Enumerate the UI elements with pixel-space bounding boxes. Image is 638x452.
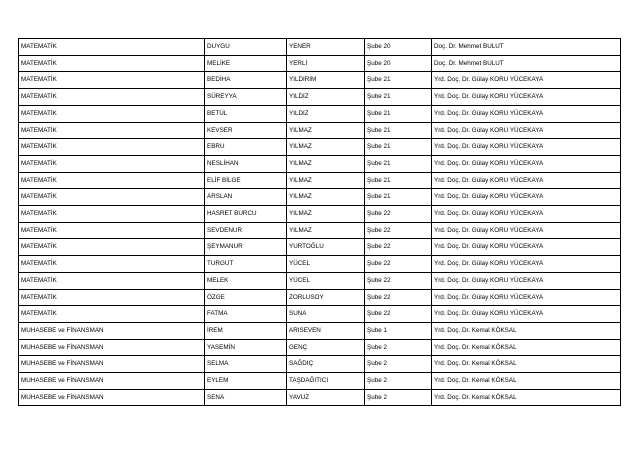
first-name-cell: MELİKE — [205, 55, 287, 72]
table-row — [19, 55, 621, 72]
section-cell: Şube 22 — [365, 222, 432, 239]
last-name-cell: YILDIZ — [287, 89, 365, 106]
table-row — [19, 356, 621, 373]
department-cell: MATEMATİK — [19, 306, 205, 323]
section-cell: Şube 20 — [365, 39, 432, 56]
last-name-cell: YENER — [287, 39, 365, 56]
advisor-cell: Yrd. Doç. Dr. Kemal KÖKSAL — [432, 322, 621, 339]
department-cell: MATEMATİK — [19, 239, 205, 256]
section-cell: Şube 21 — [365, 139, 432, 156]
advisor-cell: Yrd. Doç. Dr. Gülay KORU YÜCEKAYA — [432, 122, 621, 139]
table-row — [19, 239, 621, 256]
last-name-cell: YAVUZ — [287, 389, 365, 406]
first-name-cell: KEVSER — [205, 122, 287, 139]
first-name-cell: HASRET BURCU — [205, 206, 287, 223]
table-row — [19, 206, 621, 223]
first-name-cell: TURGUT — [205, 256, 287, 273]
advisor-cell: Yrd. Doç. Dr. Kemal KÖKSAL — [432, 373, 621, 390]
table-row — [19, 373, 621, 390]
advisor-cell: Doç. Dr. Mehmet BULUT — [432, 55, 621, 72]
advisor-cell: Yrd. Doç. Dr. Gülay KORU YÜCEKAYA — [432, 89, 621, 106]
last-name-cell: YILMAZ — [287, 189, 365, 206]
section-cell: Şube 22 — [365, 306, 432, 323]
last-name-cell: GENÇ — [287, 339, 365, 356]
last-name-cell: YILDIRIM — [287, 72, 365, 89]
last-name-cell: ZORLUSOY — [287, 289, 365, 306]
department-cell: MATEMATİK — [19, 206, 205, 223]
advisor-cell: Doç. Dr. Mehmet BULUT — [432, 39, 621, 56]
first-name-cell: ÖZGE — [205, 289, 287, 306]
first-name-cell: SEVDENUR — [205, 222, 287, 239]
department-cell: MATEMATİK — [19, 122, 205, 139]
last-name-cell: YILMAZ — [287, 206, 365, 223]
advisor-cell: Yrd. Doç. Dr. Kemal KÖKSAL — [432, 389, 621, 406]
first-name-cell: SELMA — [205, 356, 287, 373]
section-cell: Şube 21 — [365, 189, 432, 206]
first-name-cell: ARSLAN — [205, 189, 287, 206]
advisor-cell: Yrd. Doç. Dr. Gülay KORU YÜCEKAYA — [432, 306, 621, 323]
department-cell: MUHASEBE ve FİNANSMAN — [19, 373, 205, 390]
department-cell: MATEMATİK — [19, 139, 205, 156]
section-cell: Şube 21 — [365, 89, 432, 106]
section-cell: Şube 2 — [365, 389, 432, 406]
advisor-cell: Yrd. Doç. Dr. Gülay KORU YÜCEKAYA — [432, 222, 621, 239]
first-name-cell: SÜREYYA — [205, 89, 287, 106]
department-cell: MATEMATİK — [19, 172, 205, 189]
department-cell: MATEMATİK — [19, 289, 205, 306]
table-row — [19, 172, 621, 189]
table-row — [19, 105, 621, 122]
department-cell: MATEMATİK — [19, 55, 205, 72]
last-name-cell: ARISEVEN — [287, 322, 365, 339]
table-row — [19, 72, 621, 89]
table-row — [19, 89, 621, 106]
first-name-cell: İREM — [205, 322, 287, 339]
table-row — [19, 322, 621, 339]
table-row — [19, 306, 621, 323]
last-name-cell: YÜCEL — [287, 272, 365, 289]
first-name-cell: SENA — [205, 389, 287, 406]
first-name-cell: YASEMİN — [205, 339, 287, 356]
department-cell: MATEMATİK — [19, 272, 205, 289]
table-row — [19, 222, 621, 239]
first-name-cell: BETÜL — [205, 105, 287, 122]
section-cell: Şube 2 — [365, 373, 432, 390]
table-row — [19, 155, 621, 172]
section-cell: Şube 21 — [365, 172, 432, 189]
section-cell: Şube 21 — [365, 122, 432, 139]
department-cell: MATEMATİK — [19, 256, 205, 273]
department-cell: MATEMATİK — [19, 39, 205, 56]
advisor-cell: Yrd. Doç. Dr. Gülay KORU YÜCEKAYA — [432, 172, 621, 189]
table-row — [19, 189, 621, 206]
advisor-cell: Yrd. Doç. Dr. Gülay KORU YÜCEKAYA — [432, 72, 621, 89]
advisor-cell: Yrd. Doç. Dr. Gülay KORU YÜCEKAYA — [432, 189, 621, 206]
first-name-cell: MELEK — [205, 272, 287, 289]
table-body — [19, 39, 621, 406]
first-name-cell: ELİF BİLGE — [205, 172, 287, 189]
first-name-cell: NESLİHAN — [205, 155, 287, 172]
table-row — [19, 272, 621, 289]
advisor-cell: Yrd. Doç. Dr. Kemal KÖKSAL — [432, 356, 621, 373]
department-cell: MATEMATİK — [19, 222, 205, 239]
advisor-cell: Yrd. Doç. Dr. Kemal KÖKSAL — [432, 339, 621, 356]
department-cell: MUHASEBE ve FİNANSMAN — [19, 339, 205, 356]
table-row — [19, 289, 621, 306]
table-row — [19, 389, 621, 406]
first-name-cell: FATMA — [205, 306, 287, 323]
last-name-cell: YILMAZ — [287, 122, 365, 139]
section-cell: Şube 21 — [365, 155, 432, 172]
section-cell: Şube 22 — [365, 272, 432, 289]
department-cell: MATEMATİK — [19, 105, 205, 122]
last-name-cell: YILMAZ — [287, 172, 365, 189]
table-row — [19, 39, 621, 56]
section-cell: Şube 2 — [365, 356, 432, 373]
last-name-cell: SUNA — [287, 306, 365, 323]
section-cell: Şube 22 — [365, 239, 432, 256]
last-name-cell: SAĞDIÇ — [287, 356, 365, 373]
section-cell: Şube 21 — [365, 105, 432, 122]
advisor-cell: Yrd. Doç. Dr. Gülay KORU YÜCEKAYA — [432, 272, 621, 289]
section-cell: Şube 1 — [365, 322, 432, 339]
last-name-cell: YERLİ — [287, 55, 365, 72]
advisor-cell: Yrd. Doç. Dr. Gülay KORU YÜCEKAYA — [432, 239, 621, 256]
first-name-cell: EBRU — [205, 139, 287, 156]
first-name-cell: EYLEM — [205, 373, 287, 390]
last-name-cell: YILMAZ — [287, 155, 365, 172]
department-cell: MATEMATİK — [19, 72, 205, 89]
department-cell: MUHASEBE ve FİNANSMAN — [19, 389, 205, 406]
last-name-cell: YURTOĞLU — [287, 239, 365, 256]
document-page — [18, 38, 620, 406]
section-cell: Şube 20 — [365, 55, 432, 72]
department-cell: MATEMATİK — [19, 189, 205, 206]
first-name-cell: BEDİHA — [205, 72, 287, 89]
advisor-cell: Yrd. Doç. Dr. Gülay KORU YÜCEKAYA — [432, 206, 621, 223]
department-cell: MUHASEBE ve FİNANSMAN — [19, 356, 205, 373]
department-cell: MUHASEBE ve FİNANSMAN — [19, 322, 205, 339]
department-cell: MATEMATİK — [19, 155, 205, 172]
section-cell: Şube 22 — [365, 206, 432, 223]
table-row — [19, 339, 621, 356]
student-table — [18, 38, 621, 406]
last-name-cell: YILDIZ — [287, 105, 365, 122]
section-cell: Şube 22 — [365, 289, 432, 306]
advisor-cell: Yrd. Doç. Dr. Gülay KORU YÜCEKAYA — [432, 289, 621, 306]
last-name-cell: YILMAZ — [287, 139, 365, 156]
advisor-cell: Yrd. Doç. Dr. Gülay KORU YÜCEKAYA — [432, 155, 621, 172]
last-name-cell: TAŞDAĞITICI — [287, 373, 365, 390]
table-row — [19, 122, 621, 139]
last-name-cell: YILMAZ — [287, 222, 365, 239]
section-cell: Şube 21 — [365, 72, 432, 89]
first-name-cell: ŞEYMANUR — [205, 239, 287, 256]
advisor-cell: Yrd. Doç. Dr. Gülay KORU YÜCEKAYA — [432, 139, 621, 156]
section-cell: Şube 2 — [365, 339, 432, 356]
advisor-cell: Yrd. Doç. Dr. Gülay KORU YÜCEKAYA — [432, 256, 621, 273]
first-name-cell: DUYGU — [205, 39, 287, 56]
table-row — [19, 256, 621, 273]
department-cell: MATEMATİK — [19, 89, 205, 106]
advisor-cell: Yrd. Doç. Dr. Gülay KORU YÜCEKAYA — [432, 105, 621, 122]
last-name-cell: YÜCEL — [287, 256, 365, 273]
table-row — [19, 139, 621, 156]
section-cell: Şube 22 — [365, 256, 432, 273]
